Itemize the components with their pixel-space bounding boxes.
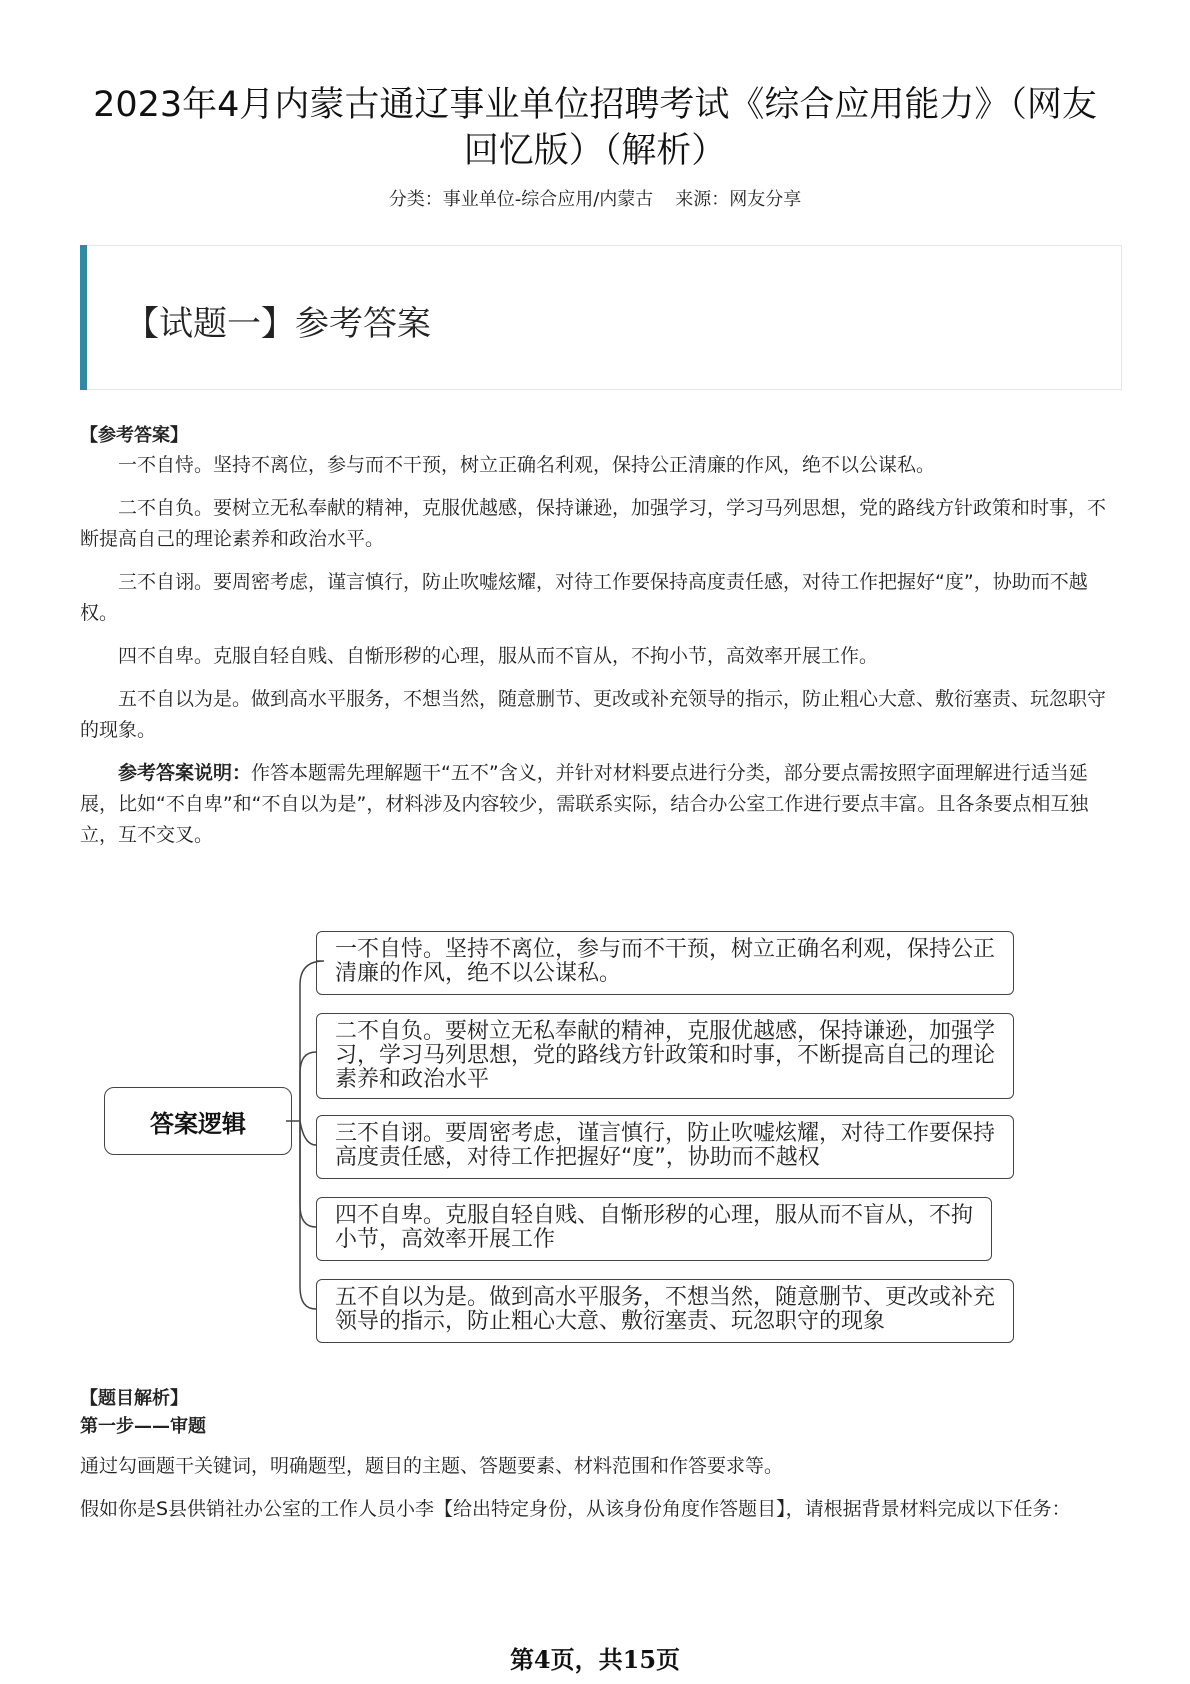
connector-2 bbox=[300, 1052, 316, 1121]
answer-paragraph-2: 二不自负。要树立无私奉献的精神，克服优越感，保持谦逊，加强学习，学习马列思想，党的路线方针政策和时事，不断提高自己的理论素养和政治水平。 bbox=[80, 497, 1107, 550]
source-text: 来源：网友分享 bbox=[675, 189, 802, 210]
analysis-paragraph-2: 假如你是S县供销社办公室的工作人员小李【给出特定身份，从该身份角度作答题目】，请根据背景材料完成以下任务： bbox=[80, 1498, 1071, 1520]
mindmap-node-3: 三不自诩。要周密考虑，谨言慎行，防止吹嘘炫耀，对待工作要保持高度责任感，对待工作把握好“度”，协助而不越权 bbox=[316, 1115, 1014, 1179]
answer-paragraph-3: 三不自诩。要周密考虑，谨言慎行，防止吹嘘炫耀，对待工作要保持高度责任感，对待工作把握好“度”，协助而不越权。 bbox=[80, 571, 1088, 624]
answer-paragraph-5: 五不自以为是。做到高水平服务，不想当然，随意删节、更改或补充领导的指示，防止粗心大意、敷衍塞责、玩忽职守的现象。 bbox=[80, 688, 1107, 741]
document-title: 2023年4月内蒙古通辽事业单位招聘考试《综合应用能力》（网友回忆版）（解析） bbox=[93, 85, 1097, 171]
mindmap-node-1: 一不自恃。坚持不离位，参与而不干预，树立正确名利观，保持公正清廉的作风，绝不以公谋私。 bbox=[316, 931, 1014, 995]
mindmap-node-5: 五不自以为是。做到高水平服务，不想当然，随意删节、更改或补充领导的指示，防止粗心大意、敷衍塞责、玩忽职守的现象 bbox=[316, 1279, 1014, 1343]
analysis-paragraph-1: 通过勾画题干关键词，明确题型，题目的主题、答题要素、材料范围和作答要求等。 bbox=[80, 1455, 784, 1477]
mindmap-root: 答案逻辑 bbox=[104, 1087, 292, 1155]
connector-3 bbox=[300, 1121, 316, 1145]
page-footer: 第4页，共15页 bbox=[509, 1645, 681, 1674]
mindmap-node-4: 四不自卑。克服自轻自贱、自惭形秽的心理，服从而不盲从，不拘小节，高效率开展工作 bbox=[316, 1197, 992, 1261]
analysis-section bbox=[80, 1385, 1120, 1537]
section-heading: 【试题一】参考答案 bbox=[125, 304, 431, 344]
explanation-text: 作答本题需先理解题干“五不”含义，并针对材料要点进行分类，部分要点需按照字面理解进行适当延展，比如“不自卑”和“不自以为是”，材料涉及内容较少，需联系实际，结合办公室工作进行要点丰富。且各条要点相互独立，互不交叉。 bbox=[80, 762, 1089, 846]
analysis-label: 【题目解析】 bbox=[80, 1388, 188, 1409]
section-heading-box bbox=[80, 245, 1122, 390]
section-accent-bar bbox=[80, 245, 87, 390]
connector-4 bbox=[300, 1121, 316, 1227]
answer-logic-mindmap bbox=[100, 895, 1100, 1355]
category-text: 分类：事业单位-综合应用/内蒙古 bbox=[388, 189, 654, 210]
answer-label: 【参考答案】 bbox=[80, 425, 188, 446]
connector-5 bbox=[300, 1121, 316, 1309]
analysis-step-heading: 第一步——审题 bbox=[80, 1416, 206, 1437]
document-meta bbox=[0, 185, 1190, 211]
explanation-label: 参考答案说明： bbox=[118, 762, 252, 784]
answer-explanation bbox=[80, 758, 1120, 851]
answer-content bbox=[80, 422, 1120, 863]
answer-paragraph-4: 四不自卑。克服自轻自贱、自惭形秽的心理，服从而不盲从，不拘小节，高效率开展工作。 bbox=[118, 645, 879, 667]
mindmap-node-2: 二不自负。要树立无私奉献的精神，克服优越感，保持谦逊，加强学习，学习马列思想，党的路线方针政策和时事，不断提高自己的理论素养和政治水平 bbox=[316, 1013, 1014, 1099]
answer-paragraph-1: 一不自恃。坚持不离位，参与而不干预，树立正确名利观，保持公正清廉的作风，绝不以公谋私。 bbox=[118, 454, 936, 476]
